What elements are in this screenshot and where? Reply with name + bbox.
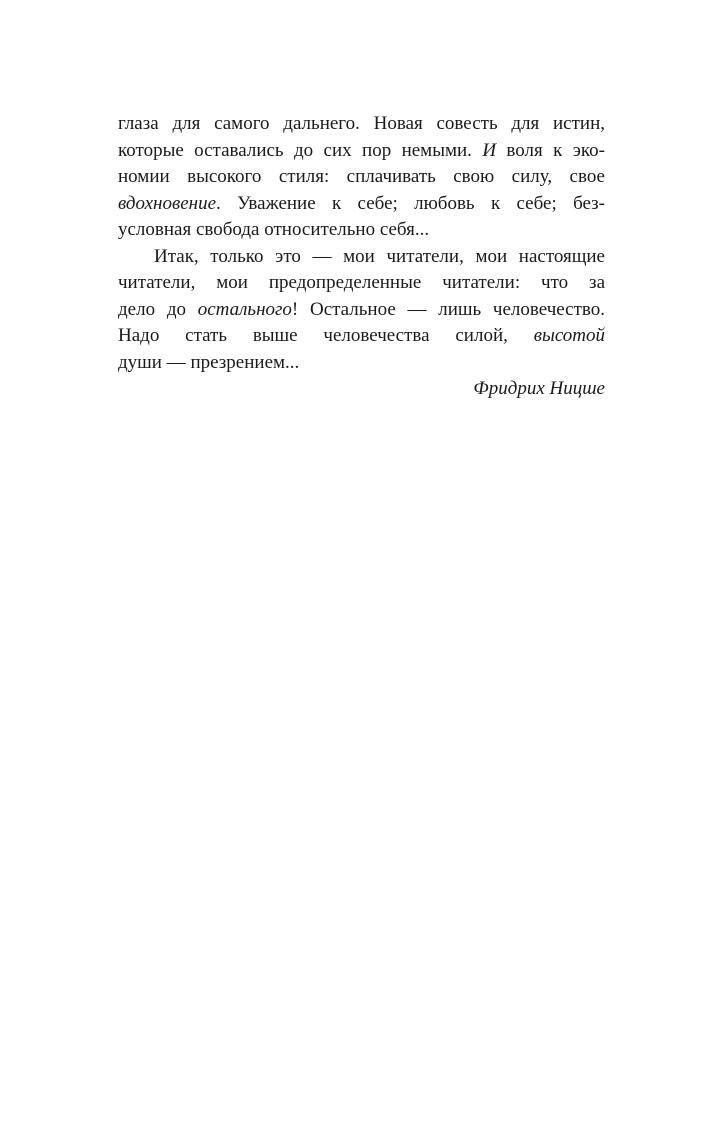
text-run: дело до — [118, 298, 198, 320]
emphasis-run: высотой — [533, 325, 605, 346]
paragraph-2-line-1: Итак, только это — мои читатели, мои настоящие — [154, 245, 605, 267]
paragraph-1-line-5: условная свобода относительно себя... — [118, 219, 430, 240]
paragraph-1-line-2 — [118, 138, 605, 165]
text-run: Надо стать выше человечества силой, — [118, 325, 534, 346]
paragraph-2-line-4 — [118, 323, 605, 350]
text-run: . Уважение к себе; любовь к себе; без- — [216, 192, 605, 214]
emphasis-run: вдохновение — [118, 192, 217, 214]
paragraph-1-line-3: номии высокого стиля: сплачивать свою силу, свое — [118, 166, 605, 187]
text-run: воля к эко- — [496, 139, 605, 161]
paragraph-2-line-5: души — презрением... — [118, 351, 300, 373]
paragraph-2-line-2: читатели, мои предопределенные читатели: что за — [118, 272, 605, 293]
text-block — [118, 111, 605, 403]
emphasis-run: остального — [197, 298, 292, 320]
author-signature: Фридрих Ницше — [473, 378, 605, 399]
paragraph-2-line-3 — [118, 297, 605, 324]
paragraph-1-line-4 — [118, 191, 605, 218]
emphasis-run: И — [482, 139, 497, 161]
paragraph-1-line-1: глаза для самого дальнего. Новая совесть для истин, — [118, 113, 605, 134]
text-run: которые оставались до сих пор немыми. — [118, 139, 483, 161]
text-run: ! Остальное — лишь человечество. — [291, 298, 606, 320]
